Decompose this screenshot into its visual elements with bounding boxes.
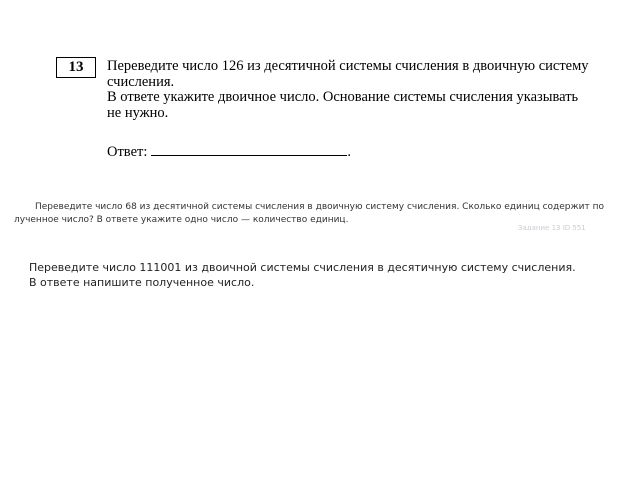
task-number-box: 13 xyxy=(56,57,96,78)
task-111001-line-1: Переведите число 111001 из двоичной системы счисления в десятичную систему счисления. xyxy=(29,261,576,274)
task-68-line-2: лученное число? В ответе укажите одно число — количество единиц. xyxy=(14,215,349,225)
faint-task-label: Задание 13 ID 551 xyxy=(518,224,586,230)
task-111001-block xyxy=(29,260,619,290)
task-13-block xyxy=(0,0,640,170)
task-13-question xyxy=(107,59,607,121)
task-13-line-1: Переведите число 126 из десятичной системы счисления в двоичную систему xyxy=(107,58,589,74)
task-68-line-1: Переведите число 68 из десятичной системы счисления в двоичную систему счисления. Сколько единиц содержит по xyxy=(35,202,604,212)
task-13-line-3: В ответе укажите двоичное число. Основание системы счисления указывать xyxy=(107,89,579,105)
answer-suffix: . xyxy=(347,144,351,160)
task-13-line-4: не нужно. xyxy=(107,104,169,121)
answer-label: Ответ: xyxy=(107,144,148,160)
task-111001-line-2: В ответе напишите полученное число. xyxy=(29,276,255,289)
answer-row xyxy=(107,143,351,160)
task-13-line-2: счисления. xyxy=(107,73,175,90)
answer-blank xyxy=(151,143,347,156)
